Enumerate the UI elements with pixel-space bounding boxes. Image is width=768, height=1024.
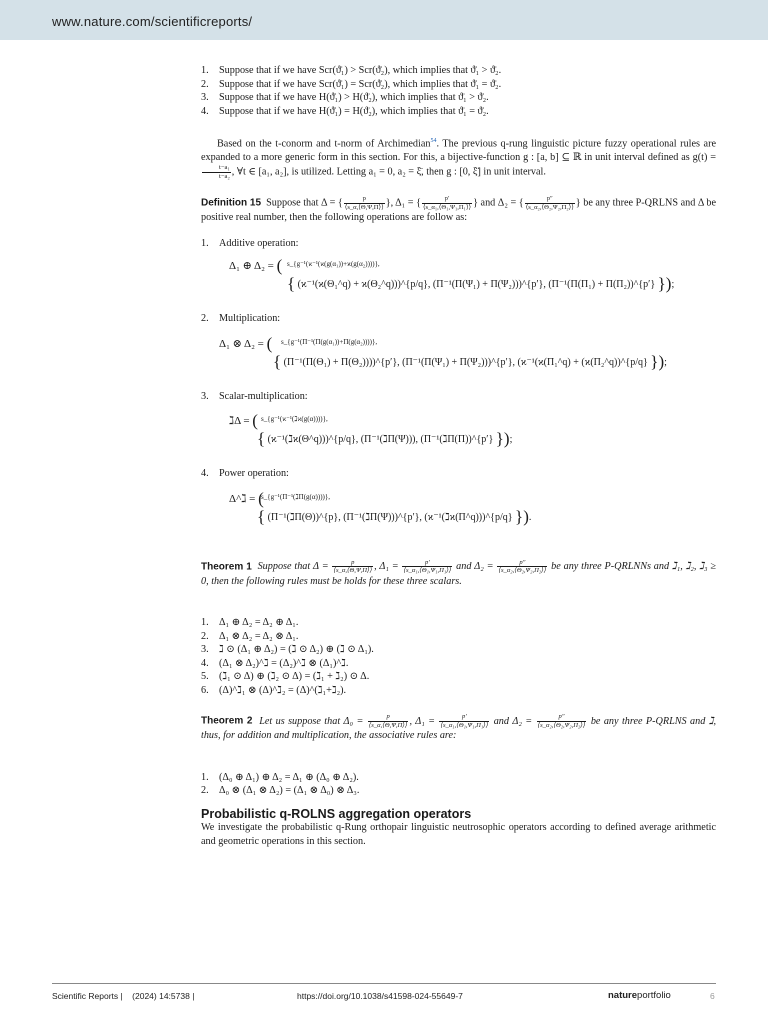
nature-portfolio-logo: natureportfolio <box>608 990 671 1001</box>
list-item: 1. Suppose that if we have Scr(ϑ̈₁) > Scr(ϑ̈₂), which implies that ϑ̈₁ > ϑ̈₂. <box>201 65 502 76</box>
site-url[interactable]: www.nature.com/scientificreports/ <box>52 14 253 29</box>
equation-power: Δ^ℷ = ( s_{g⁻¹(Π⁻¹(ℷΠ(g(α))))}, { (Π⁻¹(ℷΠ(Θ))^{p}, (Π⁻¹(ℷΠ(Ψ)))^{p′}, (ϰ⁻¹(ℷϰ(Π^q)))^{p/q} }). <box>229 488 532 526</box>
theorem-heading: Theorem 2 <box>201 715 253 727</box>
operation-label: Power operation: <box>219 468 289 480</box>
theorem-1-rules <box>201 616 716 697</box>
theorem-2: Theorem 2 Let us suppose that Δ₀ = $\frac{p}{⟨s\_\alpha,⟨\Theta,\Psi,\Pi⟩⟩}$ , Δ₁ = $\frac{p'}{\text{⟨s\_α₁,⟨Θ₁,Ψ₁,Π₁⟩⟩}}$ and Δ₂ = $\frac{p''}{\text{⟨s\_α₂,⟨Θ₂,Ψ₂,Π₂⟩⟩}}$ be any three P-QRLNS and ℷ, thus, for addition and multiplication, the associative rules are: <box>201 713 716 742</box>
theorem-1: Theorem 1 Suppose that Δ = $\frac{p}{⟨s\_\alpha,⟨\Theta,\Psi,\Pi⟩⟩}$ , Δ₁ = $\frac{p'}{\text{⟨s\_α₁,⟨Θ₁,Ψ₁,Π₁⟩⟩}}$ and Δ₂ = $\frac{p''}{\text{⟨s\_α₂,⟨Θ₂,Ψ₂,Π₂⟩⟩}}$ be any three P-QRLNNs and ℷ₁, ℷ₂, ℷ₃ ≥ 0, then the following rules must be holds for these three scalars. <box>201 558 717 587</box>
footer-divider <box>52 983 716 984</box>
operation-label: Multiplication: <box>219 313 281 325</box>
operation-scalar-multiplication: 3. Scalar-multiplication: ℷΔ = ( s_{g⁻¹(ϰ⁻¹(ℷϰ(g(α))))}, { (ϰ⁻¹(ℷϰ(Θ^q)))^{p/q}, (Π⁻¹(ℷΠ(Ψ))), (Π⁻¹(ℷΠ(Π))^{p′} }); <box>201 390 716 458</box>
list-item: 2. Δ₁ ⊗ Δ₂ = Δ₂ ⊗ Δ₁. <box>201 630 299 642</box>
list-item: 3. ℷ ⊙ (Δ₁ ⊕ Δ₂) = (ℷ ⊙ Δ₂) ⊕ (ℷ ⊙ Δ₁). <box>201 644 374 656</box>
list-item: 5. (ℷ₁ ⊙ Δ) ⊕ (ℷ₂ ⊙ Δ) = (ℷ₁ + ℷ₂) ⊙ Δ. <box>201 671 370 683</box>
definition-heading: Definition 15 <box>201 197 262 209</box>
definition-15: Definition 15 Suppose that Δ = { $\frac{p}{⟨s\_\alpha,⟨\Theta,\Psi,\Pi⟩⟩}$ }, Δ₁ = { $\frac{p'}{\text{⟨s\_α₁,⟨Θ₁,Ψ₁,Π₁⟩⟩}}$ } and Δ₂ = { $\frac{p''}{\text{⟨s\_α₂,⟨Θ₂,Ψ₂,Π₂⟩⟩}}$ } be any three P-QRLNS and Δ be positive real number, then the following operations are follow as: <box>201 195 716 224</box>
list-item: 2. Suppose that if we have Scr(ϑ̈₁) = Scr(ϑ̈₂), which implies that ϑ̈₁ = ϑ̈₂. <box>201 78 502 90</box>
equation-additive: Δ₁ ⊕ Δ₂ = ( s_{g⁻¹(ϰ⁻¹(ϰ(g(α₁))+ϰ(g(α₂))))}, { (ϰ⁻¹(ϰ(Θ₁^q) + ϰ(Θ₂^q)))^{p/q}, (Π⁻¹(Π(Ψ₁) + Π(Ψ₂)))^{p′}, (Π⁻¹(Π(Π₁) + Π(Π₂))^{p′} }); <box>229 256 675 294</box>
page-number: 6 <box>710 991 715 1001</box>
operation-label: Scalar-multiplication: <box>219 390 308 402</box>
volume-info: (2024) 14:5738 | <box>132 991 195 1001</box>
operation-power: 4. Power operation: Δ^ℷ = ( s_{g⁻¹(Π⁻¹(ℷΠ(g(α))))}, { (Π⁻¹(ℷΠ(Θ))^{p}, (Π⁻¹(ℷΠ(Ψ)))^{p′}, (ϰ⁻¹(ℷϰ(Π^q)))^{p/q} }). <box>201 467 716 535</box>
journal-name: Scientific Reports | <box>52 991 123 1001</box>
list-item: 4. (Δ₁ ⊗ Δ₂)^ℷ = (Δ₂)^ℷ ⊗ (Δ₁)^ℷ. <box>201 657 349 669</box>
list-item: 1. Δ₁ ⊕ Δ₂ = Δ₂ ⊕ Δ₁. <box>201 617 299 629</box>
list-item: 4. Suppose that if we have H(ϑ̈₁) = H(ϑ̈₂), which implies that ϑ̈₁ = ϑ̈₂. <box>201 105 489 117</box>
equation-scalar: ℷΔ = ( s_{g⁻¹(ϰ⁻¹(ℷϰ(g(α))))}, { (ϰ⁻¹(ℷϰ(Θ^q)))^{p/q}, (Π⁻¹(ℷΠ(Ψ))), (Π⁻¹(ℷΠ(Π))^{p′} }); <box>229 411 513 449</box>
citation-link[interactable]: 54 <box>430 138 437 144</box>
doi-link[interactable]: https://doi.org/10.1038/s41598-024-55649-7 <box>297 991 463 1001</box>
fraction: $\frac{\text{t−a₁}}{\text{t−a₂}}$ <box>202 164 231 180</box>
theorem-heading: Theorem 1 <box>201 561 252 573</box>
list-item: 6. (Δ)^ℷ₁ ⊗ (Δ)^ℷ₂ = (Δ)^(ℷ₁+ℷ₂). <box>201 684 347 696</box>
header-bar <box>0 0 768 40</box>
operation-additive: 1. Additive operation: Δ₁ ⊕ Δ₂ = ( s_{g⁻¹(ϰ⁻¹(ϰ(g(α₁))+ϰ(g(α₂))))}, { (ϰ⁻¹(ϰ(Θ₁^q) + ϰ(Θ₂^q)))^{p/q}, (Π⁻¹(Π(Ψ₁) + Π(Ψ₂)))^{p′}, (Π⁻¹(Π(Π₁) + Π(Π₂))^{p′} }); <box>201 237 716 303</box>
section-title: Probabilistic q-ROLNS aggregation operators <box>201 806 472 821</box>
operation-multiplication: 2. Multiplication: Δ₁ ⊗ Δ₂ = ( s_{g⁻¹(Π⁻¹(Π(g(α₁))+Π(g(α₂))))}, { (Π⁻¹(Π(Θ₁) + Π(Θ₂))))^{p′}, (Π⁻¹(Π(Ψ₁) + Π(Ψ₂)))^{p′}, (ϰ⁻¹(ϰ(Π₁^q) + (ϰ(Π₂^q))^{p/q} }); <box>201 312 716 380</box>
theorem-2-rules <box>201 771 716 798</box>
paragraph-archimedian: Based on the t-conorm and t-norm of Archimedian$^{54}$. The previous q-rung linguistic picture fuzzy operational rules are expanded to a more generic form in this section. For this, a bijective-function g : [a, b] ⊆ ℝ in unit interval defined as g(t) = $\frac{\text{t−a₁}}{\text{t−a₂}}$ , ∀t ∈ [a₁, a₂], is utilized. Letting a₁ = 0, a₂ = ξ̈, then g : [0, ξ̈] in unit interval. <box>201 138 716 180</box>
equation-multiplication: Δ₁ ⊗ Δ₂ = ( s_{g⁻¹(Π⁻¹(Π(g(α₁))+Π(g(α₂))))}, { (Π⁻¹(Π(Θ₁) + Π(Θ₂))))^{p′}, (Π⁻¹(Π(Ψ₁) + Π(Ψ₂)))^{p′}, (ϰ⁻¹(ϰ(Π₁^q) + (ϰ(Π₂^q))^{p/q} }); <box>219 333 667 371</box>
article-body <box>201 64 716 848</box>
operation-label: Additive operation: <box>219 237 299 249</box>
list-item: 3. Suppose that if we have H(ϑ̈₁) > H(ϑ̈₂), which implies that ϑ̈₁ > ϑ̈₂. <box>201 92 489 103</box>
score-rules-list <box>201 64 716 118</box>
list-item: 2. Δ₀ ⊗ (Δ₁ ⊗ Δ₂) = (Δ₁ ⊗ Δ₀) ⊗ Δ₃. <box>201 785 360 797</box>
section-body: We investigate the probabilistic q-Rung orthopair linguistic neutrosophic operators according to defined average arithmetic and geometric operations in this section. <box>201 822 716 847</box>
list-item: 1. (Δ₀ ⊕ Δ₁) ⊕ Δ₂ = Δ₁ ⊕ (Δ₀ ⊕ Δ₂). <box>201 771 359 783</box>
